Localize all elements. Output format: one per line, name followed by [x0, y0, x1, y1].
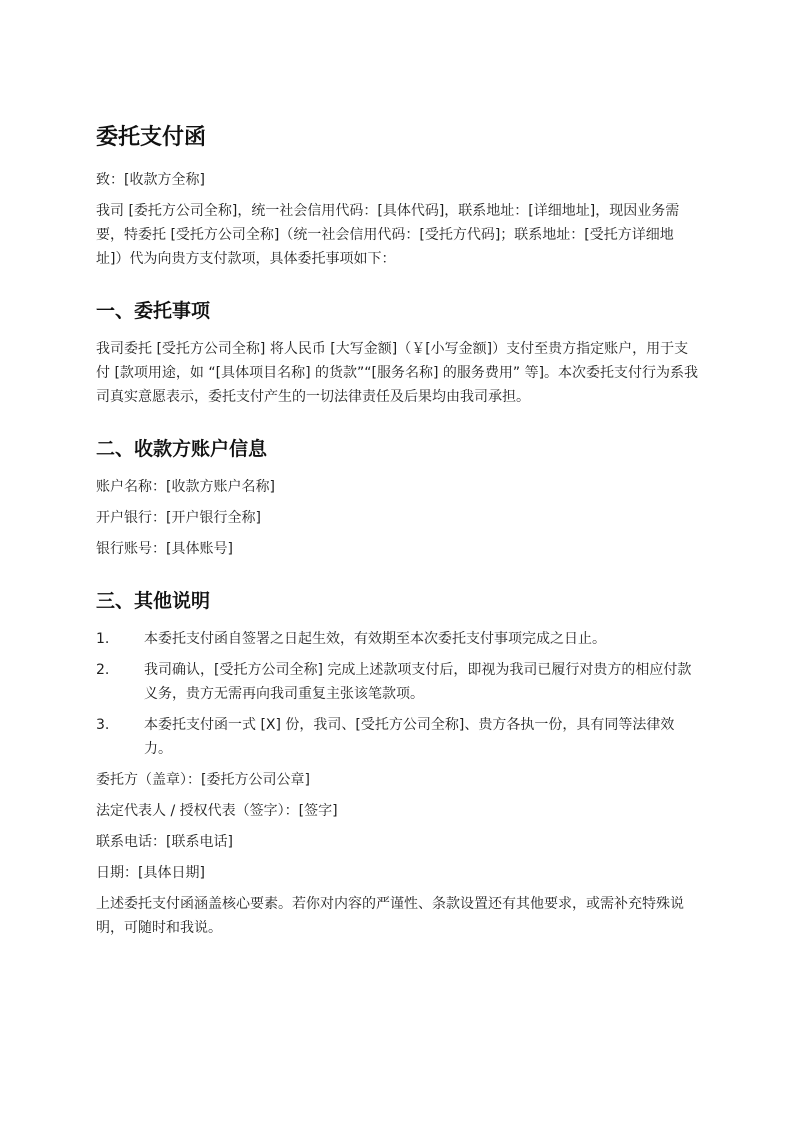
closing-note: 上述委托支付函涵盖核心要素。若你对内容的严谨性、条款设置还有其他要求，或需补充特殊说明，可随时和我说。 [96, 896, 684, 936]
list-item [96, 627, 700, 651]
signature-block [96, 768, 700, 885]
list-item-text: 本委托支付函一式 [X] 份，我司、[受托方公司全称]、贵方各执一份，具有同等法律效力。 [144, 717, 675, 757]
bank-line: 开户银行：[开户银行全称] [96, 510, 261, 526]
representative-signature-line: 法定代表人 / 授权代表（签字）：[签字] [96, 803, 338, 819]
section-3-heading: 三、其他说明 [96, 590, 211, 612]
list-item-number: 1. [96, 631, 110, 647]
list-item [96, 713, 700, 761]
other-notes-list [96, 627, 700, 761]
section-1-heading: 一、委托事项 [96, 300, 211, 322]
section-1-body: 我司委托 [受托方公司全称] 将人民币 [大写金额]（￥[小写金额]）支付至贵方指定账户，用于支付 [款项用途，如 “[具体项目名称] 的货款”“[服务名称] 的服务费用” 等]。本次委托支付行为系我司真实意愿表示，委托支付产生的一切法律责任及后果均由我司承担。 [96, 341, 699, 405]
phone-line: 联系电话：[联系电话] [96, 834, 233, 850]
list-item-text: 我司确认，[受托方公司全称] 完成上述款项支付后，即视为我司已履行对贵方的相应付款义务，贵方无需再向我司重复主张该笔款项。 [144, 662, 692, 702]
date-line: 日期：[具体日期] [96, 865, 205, 881]
document-page [96, 118, 700, 947]
list-item-text: 本委托支付函自签署之日起生效，有效期至本次委托支付事项完成之日止。 [144, 631, 606, 647]
intro-paragraph: 我司 [委托方公司全称]，统一社会信用代码：[具体代码]，联系地址：[详细地址]，现因业务需要，特委托 [受托方公司全称]（统一社会信用代码：[受托方代码]；联系地址：[受托方详细地址]）代为向贵方支付款项，具体委托事项如下： [96, 203, 680, 267]
list-item-number: 2. [96, 662, 110, 678]
salutation: 致：[收款方全称] [96, 172, 205, 188]
account-number-line: 银行账号：[具体账号] [96, 541, 233, 557]
list-item-number: 3. [96, 717, 110, 733]
list-item [96, 658, 700, 706]
document-title: 委托支付函 [96, 125, 207, 150]
principal-seal-line: 委托方（盖章）：[委托方公司公章] [96, 772, 310, 788]
section-2-heading: 二、收款方账户信息 [96, 438, 268, 460]
account-name-line: 账户名称：[收款方账户名称] [96, 479, 275, 495]
